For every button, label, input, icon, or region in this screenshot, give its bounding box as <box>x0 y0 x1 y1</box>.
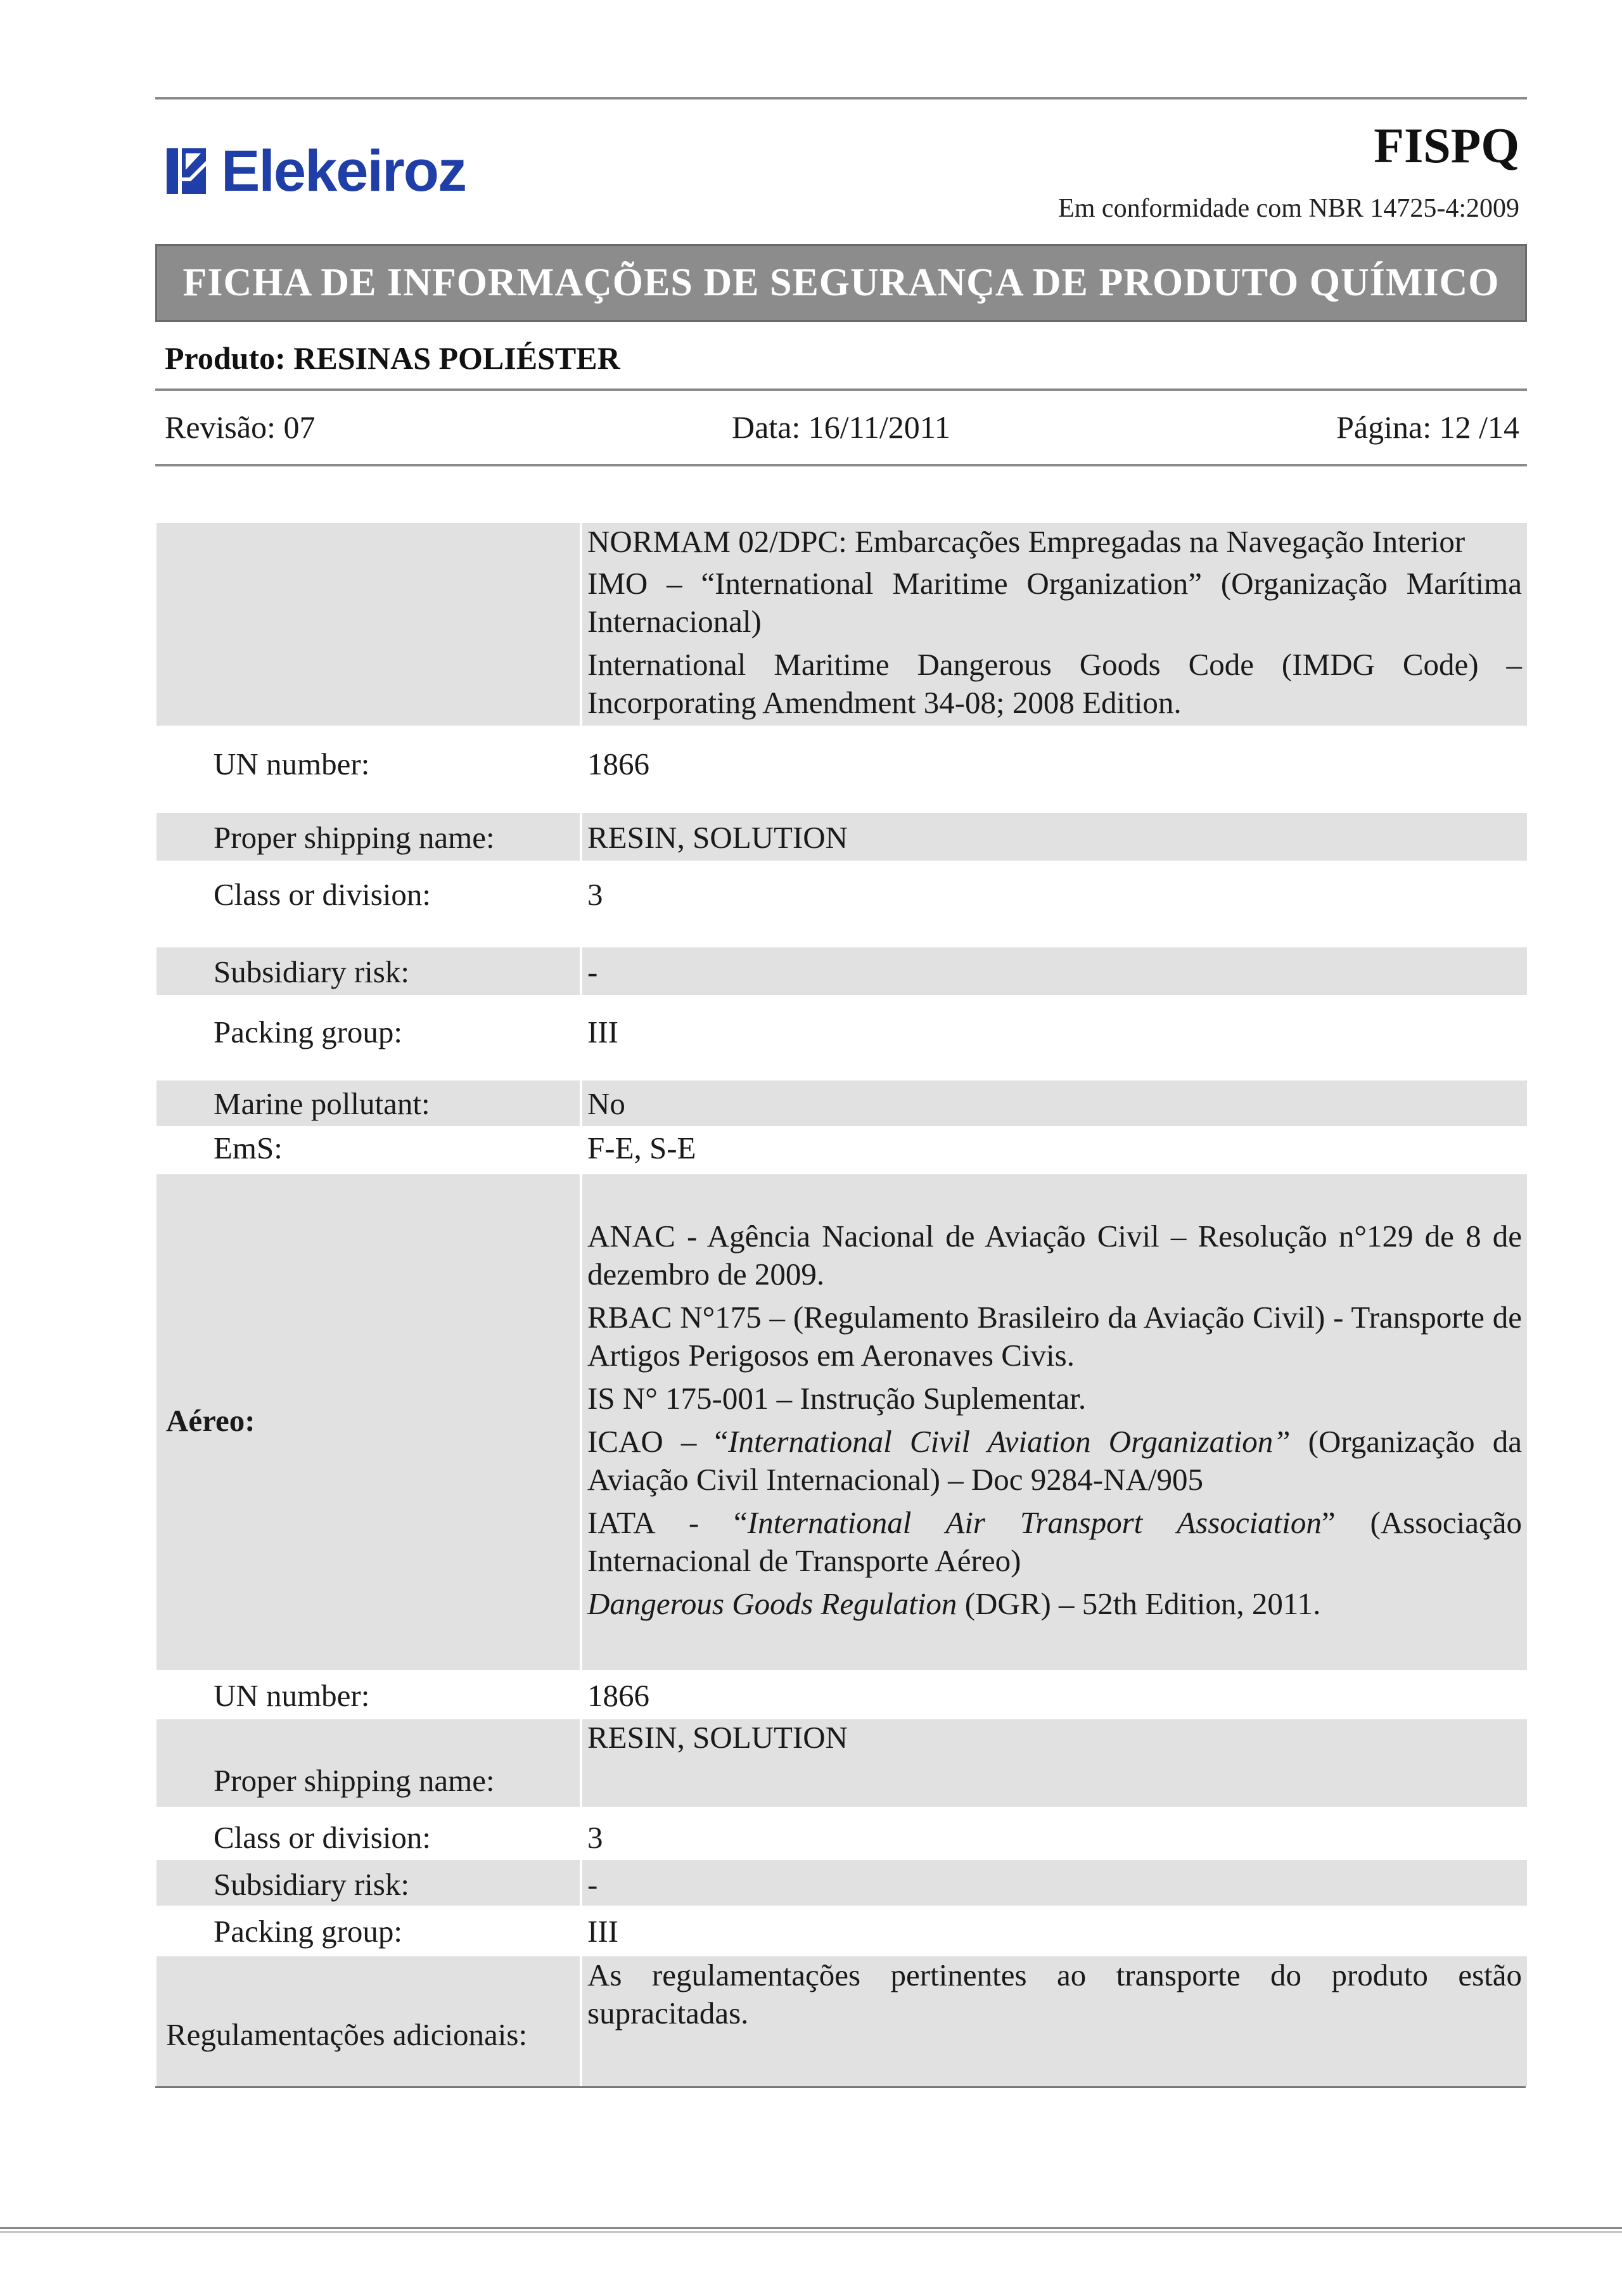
revision-date: Data: 16/11/2011 <box>732 409 950 445</box>
column-divider <box>580 1081 582 1126</box>
anac-regulation: ANAC - Agência Nacional de Aviação Civil – Resolução n°129 de 8 de dezembro de 2009. <box>587 1219 1522 1292</box>
table-row <box>156 813 1527 861</box>
footer-rule-secondary <box>0 2231 1622 2233</box>
iata-text-tail: ” (Associação Internacional de Transporte Aéreo) <box>587 1505 1522 1578</box>
air-un-number-label: UN number: <box>214 1678 370 1713</box>
column-divider <box>580 813 582 861</box>
is-regulation: IS N° 175-001 – Instrução Suplementar. <box>587 1381 1087 1416</box>
additional-regulations-value <box>587 1956 1522 2037</box>
column-divider <box>580 1719 582 1807</box>
header-mid-rule <box>155 388 1527 391</box>
normam-regulation: NORMAM 02/DPC: Embarcações Empregadas na Navegação Interior <box>587 524 1466 559</box>
imdg-regulation: International Maritime Dangerous Goods Code (IMDG Code) – Incorporating Amendment 34-08; 2008 Edition. <box>587 647 1522 720</box>
un-number-label: UN number: <box>214 747 370 781</box>
dgr-text: (DGR) – 52th Edition, 2011. <box>957 1586 1321 1621</box>
additional-regulations-text: As regulamentações pertinentes ao transporte do produto estão supracitadas. <box>587 1958 1522 2030</box>
class-division-value: 3 <box>587 877 603 912</box>
iata-name: International Air Transport Association <box>747 1505 1322 1540</box>
table-row <box>156 1956 1527 2086</box>
air-packing-group-value: III <box>587 1914 618 1949</box>
footer-rule <box>0 2227 1622 2229</box>
logo-wordmark: Elekeiroz <box>221 139 466 203</box>
icao-text: ICAO – “ <box>587 1424 729 1459</box>
table-row <box>156 1670 1527 1716</box>
banner-title: FICHA DE INFORMAÇÕES DE SEGURANÇA DE PRODUTO QUÍMICO <box>182 261 1500 304</box>
page-number: Página: 12 /14 <box>1336 409 1519 445</box>
table-row <box>156 1807 1527 1856</box>
iata-text: IATA - “ <box>587 1505 748 1540</box>
marine-pollutant-label: Marine pollutant: <box>214 1086 430 1121</box>
subsidiary-risk-label: Subsidiary risk: <box>214 954 409 989</box>
air-un-number-value: 1866 <box>587 1678 649 1713</box>
column-divider <box>580 1860 582 1906</box>
title-banner <box>155 244 1527 322</box>
air-section-label: Aéreo: <box>166 1403 255 1438</box>
header-bottom-rule <box>155 464 1527 466</box>
subsidiary-risk-value: - <box>587 954 598 989</box>
marine-pollutant-value: No <box>587 1086 625 1121</box>
air-regulations-row <box>156 1174 1527 1670</box>
elekeiroz-logo-icon <box>164 144 208 198</box>
ems-label: EmS: <box>214 1131 283 1165</box>
table-row <box>156 1907 1527 1953</box>
table-bottom-rule <box>155 2086 1526 2088</box>
iata-regulation <box>587 1504 1522 1580</box>
air-class-division-label: Class or division: <box>214 1820 431 1855</box>
air-packing-group-label: Packing group: <box>214 1914 403 1949</box>
class-division-label: Class or division: <box>214 877 431 912</box>
document-code: FISPQ <box>1374 118 1519 173</box>
imo-regulation: IMO – “International Maritime Organization” (Organização Marítima Internacional) <box>587 566 1522 639</box>
packing-group-value: III <box>587 1015 618 1049</box>
un-number-value: 1866 <box>587 747 649 781</box>
rbac-regulation: RBAC N°175 – (Regulamento Brasileiro da Aviação Civil) - Transporte de Artigos Perigosos em Aeronaves Civis. <box>587 1300 1522 1373</box>
dgr-name: Dangerous Goods Regulation <box>587 1586 957 1621</box>
air-subsidiary-risk-value: - <box>587 1867 598 1902</box>
table-row <box>156 865 1527 928</box>
header-top-rule <box>155 97 1527 99</box>
air-regulations <box>587 1217 1522 1628</box>
column-divider <box>580 947 582 995</box>
column-divider <box>580 523 582 726</box>
air-subsidiary-risk-label: Subsidiary risk: <box>214 1867 409 1902</box>
column-divider <box>580 1956 582 2086</box>
maritime-regulations <box>587 523 1522 727</box>
revision-number: Revisão: 07 <box>165 409 316 445</box>
revision-row <box>155 409 1527 453</box>
air-proper-shipping-name-label: Proper shipping name: <box>214 1763 495 1798</box>
column-divider <box>580 1174 582 1670</box>
company-logo <box>164 139 466 203</box>
air-class-division-value: 3 <box>587 1820 603 1855</box>
air-proper-shipping-name-value: RESIN, SOLUTION <box>587 1720 848 1755</box>
proper-shipping-name-value: RESIN, SOLUTION <box>587 820 848 855</box>
table-row <box>156 998 1527 1061</box>
ems-value: F-E, S-E <box>587 1131 696 1165</box>
dgr-regulation <box>587 1585 1522 1623</box>
proper-shipping-name-label: Proper shipping name: <box>214 820 495 855</box>
icao-regulation <box>587 1423 1522 1499</box>
table-row <box>156 1719 1527 1807</box>
maritime-regulations-row <box>156 523 1527 726</box>
table-row <box>156 1126 1527 1170</box>
table-row <box>156 947 1527 995</box>
icao-name: International Civil Aviation Organization” <box>728 1424 1291 1459</box>
additional-regulations-label: Regulamentações adicionais: <box>166 2017 528 2052</box>
table-row <box>156 1081 1527 1126</box>
icao-text-tail: (Organização da Aviação Civil Internacional) – Doc 9284-NA/905 <box>587 1424 1522 1497</box>
packing-group-label: Packing group: <box>214 1015 403 1049</box>
conformity-note: Em conformidade com NBR 14725-4:2009 <box>1058 194 1519 223</box>
product-name: Produto: RESINAS POLIÉSTER <box>165 340 620 376</box>
table-row <box>156 1860 1527 1906</box>
table-row <box>156 738 1527 792</box>
